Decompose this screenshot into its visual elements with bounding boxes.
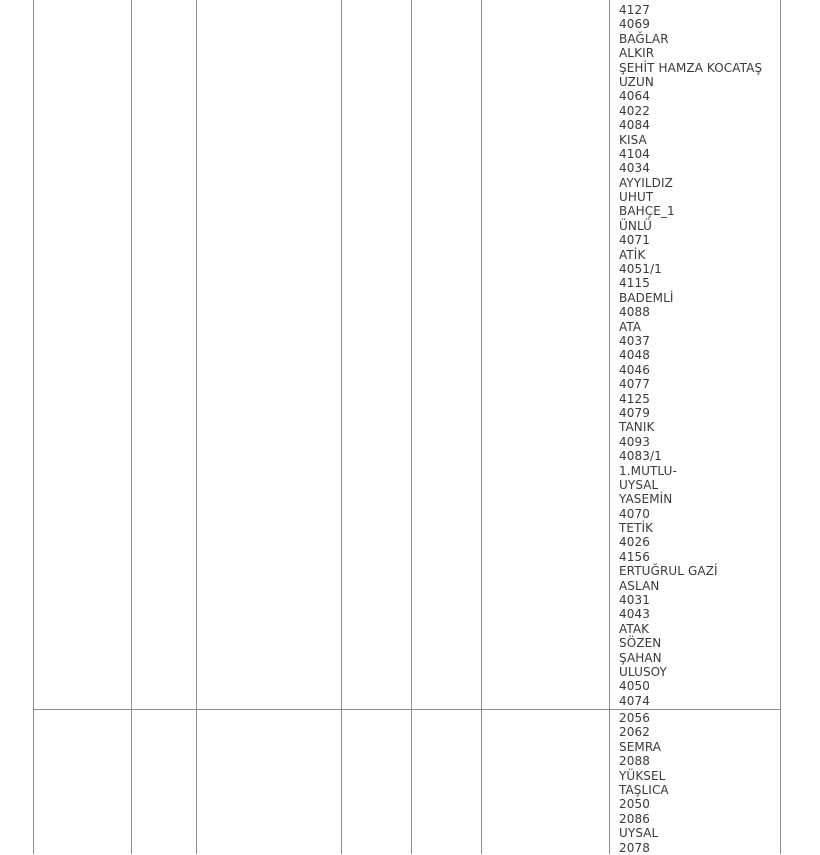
list-item: TANIK bbox=[619, 420, 655, 435]
list-item: 4037 bbox=[619, 333, 650, 348]
table-cell-values-bottom-row bbox=[619, 711, 669, 855]
list-item: TAŞLICA bbox=[619, 782, 669, 797]
list-item: 4046 bbox=[619, 362, 650, 377]
list-item: YÜKSEL bbox=[619, 768, 666, 783]
column-border bbox=[33, 0, 34, 854]
list-item: 4083/1 bbox=[619, 449, 662, 464]
list-item: AYYILDIZ bbox=[619, 175, 673, 190]
list-item: ATA bbox=[619, 319, 642, 334]
list-item: 4051/1 bbox=[619, 262, 662, 277]
list-item: BAĞLAR bbox=[619, 31, 669, 46]
list-item: 4077 bbox=[619, 377, 650, 392]
list-item: 4156 bbox=[619, 549, 650, 564]
column-border bbox=[341, 0, 342, 854]
list-item: 4043 bbox=[619, 607, 650, 622]
list-item: 4104 bbox=[619, 146, 650, 161]
list-item: 2088 bbox=[619, 754, 650, 769]
list-item: KISA bbox=[619, 132, 647, 147]
list-item: 4127 bbox=[619, 3, 650, 17]
list-item: 4070 bbox=[619, 506, 650, 521]
list-item: UYSAL bbox=[619, 826, 659, 841]
table-cell-values-top-row bbox=[619, 3, 762, 708]
list-item: ALKIR bbox=[619, 46, 655, 61]
list-item: 2078 bbox=[619, 840, 650, 855]
list-item: 4084 bbox=[619, 118, 650, 133]
list-item: UHUT bbox=[619, 190, 654, 205]
list-item: 4022 bbox=[619, 103, 650, 118]
column-border bbox=[481, 0, 482, 854]
column-border bbox=[411, 0, 412, 854]
list-item: 2050 bbox=[619, 797, 650, 812]
list-item: 4026 bbox=[619, 535, 650, 550]
list-item: ATAK bbox=[619, 621, 650, 636]
list-item: 4115 bbox=[619, 276, 650, 291]
list-item: 4079 bbox=[619, 405, 650, 420]
list-item: 1.MUTLU- bbox=[619, 463, 677, 478]
list-item: 4069 bbox=[619, 17, 650, 32]
list-item: ERTUĞRUL GAZİ bbox=[619, 564, 718, 579]
column-border bbox=[131, 0, 132, 854]
list-item: UYSAL bbox=[619, 477, 659, 492]
list-item: ATİK bbox=[619, 247, 646, 262]
list-item: UZUN bbox=[619, 74, 654, 89]
list-item: YASEMİN bbox=[619, 492, 673, 507]
list-item: ASLAN bbox=[619, 578, 660, 593]
list-item: 4093 bbox=[619, 434, 650, 449]
list-item: 4074 bbox=[619, 693, 650, 708]
list-item: 4048 bbox=[619, 348, 650, 363]
list-item: 4034 bbox=[619, 161, 650, 176]
list-item: 4050 bbox=[619, 679, 650, 694]
list-item: BADEMLİ bbox=[619, 290, 674, 305]
list-item: ŞEHİT HAMZA KOCATAŞ bbox=[619, 60, 763, 75]
list-item: 2062 bbox=[619, 725, 650, 740]
list-item: 4031 bbox=[619, 593, 650, 608]
list-item: 4088 bbox=[619, 305, 650, 320]
list-item: SEMRA bbox=[619, 739, 662, 754]
column-border bbox=[196, 0, 197, 854]
column-border bbox=[780, 0, 781, 854]
list-item: 4071 bbox=[619, 233, 650, 248]
list-item: ULUSOY bbox=[619, 664, 667, 679]
row-border bbox=[33, 709, 781, 710]
list-item: SÖZEN bbox=[619, 636, 662, 651]
column-border bbox=[609, 0, 610, 854]
list-item: 2056 bbox=[619, 711, 650, 725]
list-item: ŞAHAN bbox=[619, 650, 662, 665]
list-item: TETİK bbox=[619, 521, 654, 536]
list-item: ÜNLÜ bbox=[619, 218, 653, 233]
list-item: BAHÇE_1 bbox=[619, 204, 675, 219]
list-item: 4125 bbox=[619, 391, 650, 406]
list-item: 2086 bbox=[619, 811, 650, 826]
list-item: 4064 bbox=[619, 89, 650, 104]
